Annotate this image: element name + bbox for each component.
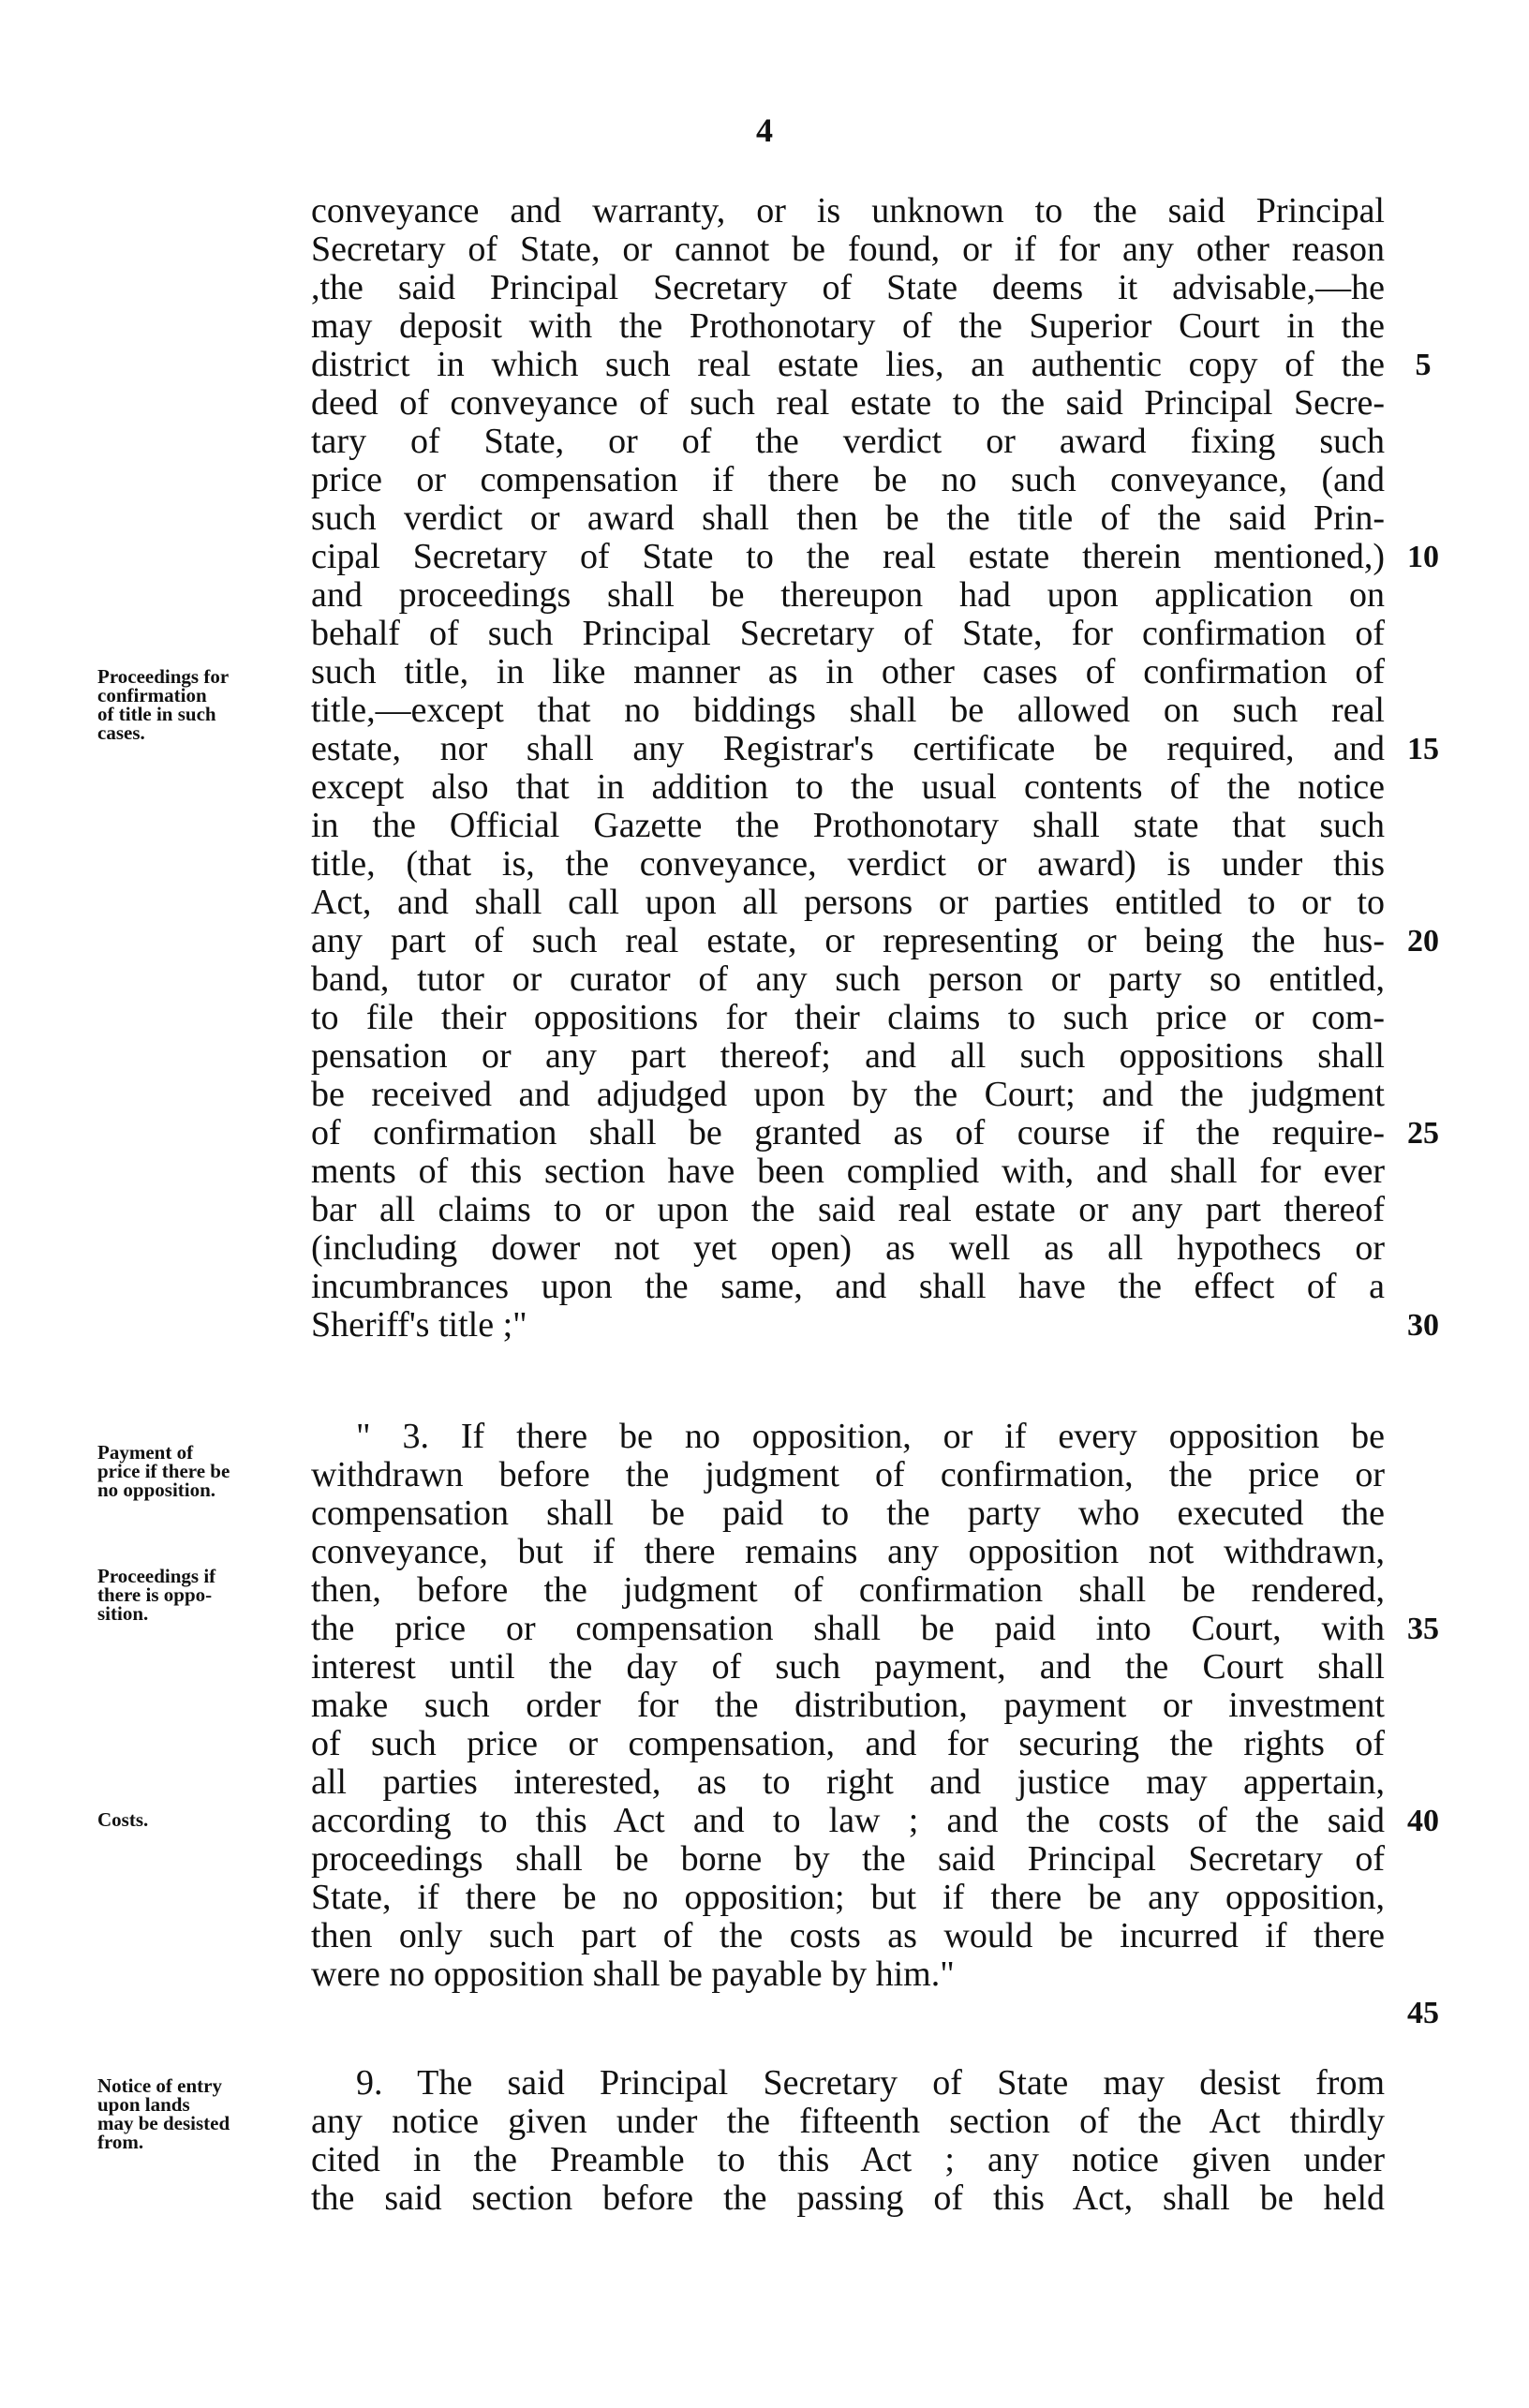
text-line: (including dower not yet open) as well as all hypothecs or bbox=[311, 1229, 1385, 1268]
text-line: compensation shall be paid to the party who executed the bbox=[311, 1494, 1385, 1533]
text-line: ments of this section have been complied with, and shall for ever bbox=[311, 1152, 1385, 1191]
text-line: " 3. If there be no opposition, or if every opposition be bbox=[356, 1418, 1385, 1456]
text-line: make such order for the distribution, payment or investment bbox=[311, 1687, 1385, 1725]
line-number: 5 bbox=[1415, 348, 1432, 382]
text-line: estate, nor shall any Registrar's certificate be required, and bbox=[311, 730, 1385, 768]
text-line: Secretary of State, or cannot be found, or if for any other reason bbox=[311, 230, 1385, 269]
line-number: 40 bbox=[1407, 1804, 1439, 1838]
text-line: proceedings shall be borne by the said Principal Secretary of bbox=[311, 1840, 1385, 1879]
line-number: 35 bbox=[1407, 1612, 1439, 1646]
text-line: may deposit with the Prothonotary of the Superior Court in the bbox=[311, 307, 1385, 346]
text-line: ,the said Principal Secretary of State deems it advisable,—he bbox=[311, 269, 1385, 307]
text-line: bar all claims to or upon the said real estate or any part thereof bbox=[311, 1191, 1385, 1229]
line-number: 20 bbox=[1407, 924, 1439, 959]
margin-note-opposition: Proceedings if there is oppo- sition. bbox=[97, 1565, 216, 1625]
text-line: be received and adjudged upon by the Court; and the judgment bbox=[311, 1076, 1385, 1114]
margin-note-notice-of-entry: Notice of entry upon lands may be desisted from. bbox=[97, 2074, 230, 2153]
text-line: any notice given under the fifteenth section of the Act thirdly bbox=[311, 2103, 1385, 2141]
text-line: tary of State, or of the verdict or award fixing such bbox=[311, 423, 1385, 461]
text-line: district in which such real estate lies, an authentic copy of the bbox=[311, 346, 1385, 384]
text-line: the said section before the passing of this Act, shall be held bbox=[311, 2179, 1385, 2218]
text-line: except also that in addition to the usual contents of the notice bbox=[311, 768, 1385, 807]
text-line: Act, and shall call upon all persons or parties entitled to or to bbox=[311, 884, 1385, 922]
text-line: such verdict or award shall then be the title of the said Prin- bbox=[311, 499, 1385, 538]
page-number: 4 bbox=[756, 111, 773, 149]
margin-note-confirmation: Proceedings for confirmation of title in such cases. bbox=[97, 665, 230, 744]
line-number: 45 bbox=[1407, 1996, 1439, 2030]
text-line: all parties interested, as to right and justice may appertain, bbox=[311, 1763, 1385, 1802]
text-line: behalf of such Principal Secretary of State, for confirmation of bbox=[311, 615, 1385, 653]
text-line: any part of such real estate, or representing or being the hus- bbox=[311, 922, 1385, 960]
text-line: to file their oppositions for their claims to such price or com- bbox=[311, 999, 1385, 1037]
text-line: and proceedings shall be thereupon had upon application on bbox=[311, 576, 1385, 615]
text-line: then only such part of the costs as would be incurred if there bbox=[311, 1917, 1385, 1955]
text-line: incumbrances upon the same, and shall have the effect of a bbox=[311, 1268, 1385, 1306]
text-line: then, before the judgment of confirmation shall be rendered, bbox=[311, 1571, 1385, 1610]
text-line: of confirmation shall be granted as of course if the require- bbox=[311, 1114, 1385, 1152]
text-line: cipal Secretary of State to the real estate therein mentioned,) bbox=[311, 538, 1385, 576]
text-line: pensation or any part thereof; and all such oppositions shall bbox=[311, 1037, 1385, 1076]
text-line: price or compensation if there be no such conveyance, (and bbox=[311, 461, 1385, 499]
text-line: cited in the Preamble to this Act ; any notice given under bbox=[311, 2141, 1385, 2179]
line-number: 10 bbox=[1407, 540, 1439, 574]
line-number: 25 bbox=[1407, 1116, 1439, 1151]
text-line: conveyance, but if there remains any opposition not withdrawn, bbox=[311, 1533, 1385, 1571]
text-line: 9. The said Principal Secretary of State may desist from bbox=[356, 2064, 1385, 2103]
line-number: 15 bbox=[1407, 732, 1439, 766]
text-line: band, tutor or curator of any such person or party so entitled, bbox=[311, 960, 1385, 999]
text-line: deed of conveyance of such real estate to the said Principal Secre- bbox=[311, 384, 1385, 423]
text-line: interest until the day of such payment, and the Court shall bbox=[311, 1648, 1385, 1687]
text-line: were no opposition shall be payable by him." bbox=[311, 1955, 955, 1994]
text-line: according to this Act and to law ; and the costs of the said bbox=[311, 1802, 1385, 1840]
text-line: withdrawn before the judgment of confirmation, the price or bbox=[311, 1456, 1385, 1494]
text-line: title,—except that no biddings shall be allowed on such real bbox=[311, 691, 1385, 730]
text-line: the price or compensation shall be paid into Court, with bbox=[311, 1610, 1385, 1648]
margin-note-payment: Payment of price if there be no opposition. bbox=[97, 1441, 230, 1501]
line-number: 30 bbox=[1407, 1308, 1439, 1343]
text-line: such title, in like manner as in other cases of confirmation of bbox=[311, 653, 1385, 691]
text-line: conveyance and warranty, or is unknown to the said Principal bbox=[311, 192, 1385, 230]
text-line: Sheriff's title ;" bbox=[311, 1306, 527, 1345]
text-line: in the Official Gazette the Prothonotary shall state that such bbox=[311, 807, 1385, 845]
text-line: State, if there be no opposition; but if there be any opposition, bbox=[311, 1879, 1385, 1917]
text-line: title, (that is, the conveyance, verdict or award) is under this bbox=[311, 845, 1385, 884]
text-line: of such price or compensation, and for securing the rights of bbox=[311, 1725, 1385, 1763]
margin-note-costs: Costs. bbox=[97, 1808, 149, 1831]
